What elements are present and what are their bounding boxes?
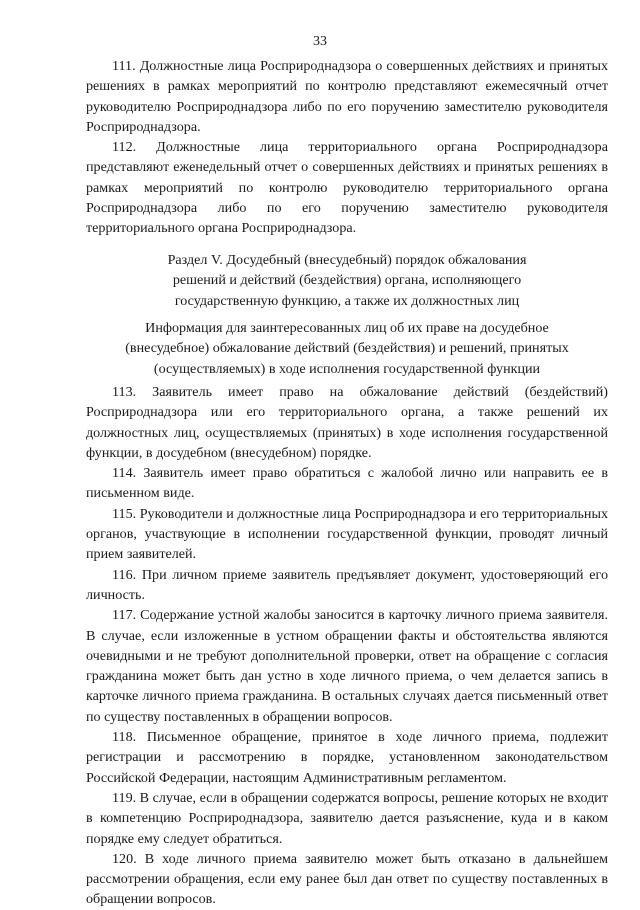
paragraph-116: 116. При личном приеме заявитель предъявляет документ, удостоверяющий его личность.	[86, 566, 608, 603]
info-subheading	[86, 318, 608, 379]
info-subheading-line: (внесудебное) обжалование действий (бездействия) и решений, принятых	[125, 340, 569, 357]
paragraph-114: 114. Заявитель имеет право обратиться с жалобой лично или направить ее в письменном виде.	[86, 465, 608, 502]
paragraph-113: 113. Заявитель имеет право на обжалование действий (бездействий) Росприроднадзора или его территориального органа, а также решений их должностных лиц, осуществляемых (принятых) в ходе исполнения государственной функции, в досудебном (внесудебном) порядке.	[86, 384, 608, 461]
section-heading-line: государственную функцию, а также их должностных лиц	[174, 292, 520, 309]
section-heading-line: Раздел V. Досудебный (внесудебный) порядок обжалования	[167, 252, 527, 268]
paragraph-115: 115. Руководители и должностные лица Росприроднадзора и его территориальных органов, участвующие в исполнении государственной функции, проводят личный прием заявителей.	[86, 505, 608, 563]
paragraph-111: 111. Должностные лица Росприроднадзора о совершенных действиях и принятых решениях в рамках мероприятий по контролю представляют ежемесячный отчет руководителю Росприроднадзора либо по его поручению заместителю руководителя Росприроднадзора.	[86, 58, 608, 135]
section-heading	[86, 250, 608, 311]
paragraph-120: 120. В ходе личного приема заявителю может быть отказано в дальнейшем рассмотрении обращения, если ему ранее был дан ответ по существу поставленных в обращении вопросов.	[86, 850, 608, 908]
paragraph-119: 119. В случае, если в обращении содержатся вопросы, решение которых не входит в компетенцию Росприроднадзора, заявителю дается разъяснение, куда и в каком порядке ему следует обратиться.	[86, 789, 608, 847]
paragraph-117: 117. Содержание устной жалобы заносится в карточку личного приема заявителя. В случае, если изложенные в устном обращении факты и обстоятельства являются очевидными и не требуют дополнительной проверки, ответ на обращение с согласия гражданина может быть дан устно в ходе личного приема, о чем делается запись в карточке личного приема гражданина. В остальных случаях дается письменный ответ по существу поставленных в обращении вопросов.	[86, 607, 608, 725]
info-subheading-line: (осуществляемых) в ходе исполнения государственной функции	[153, 360, 541, 377]
paragraph-112: 112. Должностные лица территориального органа Росприроднадзора представляют еженедельный отчет о совершенных действиях и принятых решениях в рамках мероприятий по контролю руководителю территориального органа Росприроднадзора либо по его поручению заместителю руководителя территориального органа Росприроднадзора.	[86, 139, 608, 237]
paragraph-block-top	[86, 56, 608, 239]
info-subheading-line: Информация для заинтересованных лиц об их праве на досудебное	[145, 320, 549, 336]
paragraph-block-bottom	[86, 382, 608, 910]
paragraph-118: 118. Письменное обращение, принятое в ходе личного приема, подлежит регистрации и рассмотрению в порядке, установленном законодательством Российской Федерации, настоящим Административным регламентом.	[86, 729, 608, 786]
section-heading-line: решений и действий (бездействия) органа, исполняющего	[172, 272, 522, 289]
page-number: 33	[313, 34, 327, 49]
